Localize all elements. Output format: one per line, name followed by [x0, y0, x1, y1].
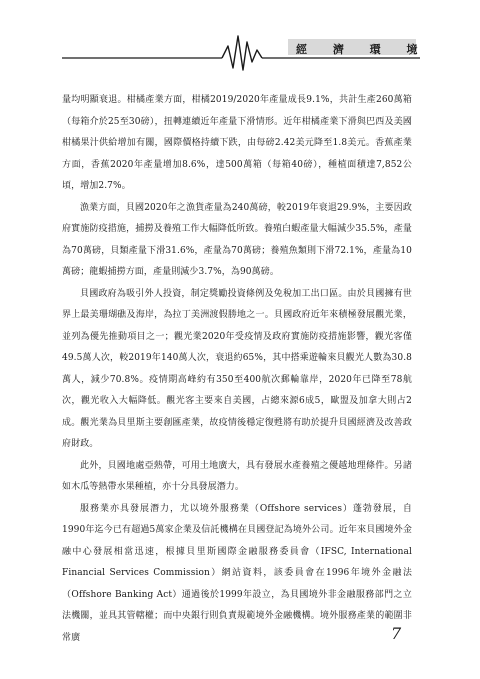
paragraph: 漁業方面，貝國2020年之漁貨產量為240萬磅，較2019年衰退29.9%，主要因政府實施防疫措施，捕撈及養殖工作大幅降低所致。養殖白蝦產量大幅減少35.5%，產量為70萬磅，貝類產量下滑31.6%，產量為70萬磅；養殖魚類則下滑72.1%，產量為10萬磅；龍蝦捕撈方面，產量則減少3.7%，為90萬磅。 [62, 202, 412, 277]
body-text [62, 90, 412, 649]
page-number: 7 [391, 624, 402, 643]
heartbeat-line-icon [0, 0, 480, 80]
paragraph: 此外，貝國地處亞熱帶，可用土地廣大，具有發展水產養殖之優越地理條件。另諸如木瓜等熱帶水果種植，亦十分具發展潛力。 [62, 460, 412, 492]
paragraph: 貝國政府為吸引外人投資，制定獎勵投資條例及免稅加工出口區。由於貝國擁有世界上最美珊瑚礁及海岸，為拉丁美洲渡假勝地之一。貝國政府近年來積極發展觀光業，並列為優先推動項目之一；觀光業2020年受疫情及政府實施防疫措施影響，觀光客僅49.5萬人次，較2019年140萬人次，衰退約65%，其中搭乘遊輪來貝觀光人數為30.8萬人，減少70.8%。疫情期高峰約有350至400航次郵輪靠岸，2020年已降至78航次，觀光收入大幅降低。觀光客主要來自美國，占總來源6成5，歐盟及加拿大則占2成。觀光業為貝里斯主要創匯產業，故疫情後穩定復甦將有助於提升貝國經濟及改善政府財政。 [62, 288, 412, 449]
paragraph: 服務業亦具發展潛力，尤以境外服務業（Offshore services）蓬勃發展，自1990年迄今已有超過5萬家企業及信託機構在貝國登記為境外公司。近年來貝國境外金融中心發展相當迅速，根據貝里斯國際金融服務委員會（IFSC, International Financial Services Commission）網站資料，該委員會在1996年境外金融法（Offshore Banking Act）通過後於1999年設立，為貝國境外非金融服務部門之立法機關，並具其管轄權；而中央銀行則負責規範境外金融機構。境外服務產業的範圍非常廣 [62, 503, 412, 643]
paragraph: 量均明顯衰退。柑橘產業方面，柑橘2019/2020年產量成長9.1%，共計生產260萬箱（每箱介於25至30磅），扭轉連續近年產量下滑情形。近年柑橘產業下滑與巴西及美國柑橘果汁供給增加有關，國際價格持續下跌，由每磅2.42美元降至1.8美元。香蕉產業方面，香蕉2020年產量增加8.6%，達500萬箱（每箱40磅），種植面積達7,852公頃，增加2.7%。 [62, 95, 412, 191]
page-header [0, 0, 480, 80]
section-title: 經 濟 環 境 [296, 43, 429, 56]
